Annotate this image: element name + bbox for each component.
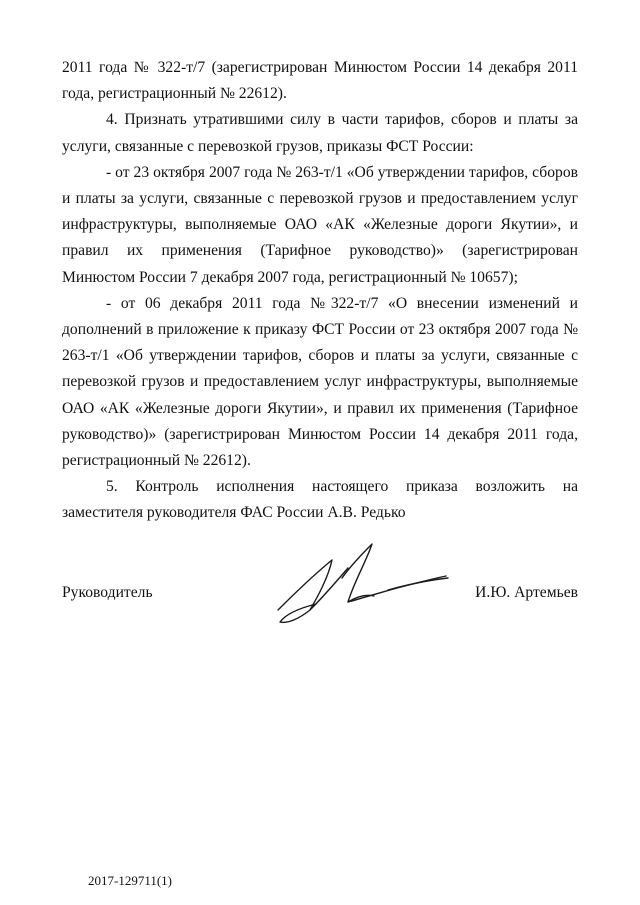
- paragraph-order-322: - от 06 декабря 2011 года №322-т/7 «О внесении изменений и дополнений в приложение к приказу ФСТ России от 23 октября 2007 года № 263-т/1 «Об утверждении тарифов, сборов и платы за услуги, связанные с перевозкой грузов и предоставлением услуг инфраструктуры, выполняемые ОАО «АК «Железные дороги Якутии», и правил их применения (Тарифное руководство)» (зарегистрирован Минюстом России 14 декабря 2011 года, регистрационный № 22612).: [62, 294, 578, 470]
- paragraph-item-4: 4. Признать утратившими силу в части тарифов, сборов и платы за услуги, связанные с перевозкой грузов, приказы ФСТ России:: [62, 111, 578, 155]
- paragraph-item-5: 5. Контроль исполнения настоящего приказа возложить на заместителя руководителя ФАС России А.В. Редько: [62, 478, 578, 522]
- signer-name: И.Ю. Артемьев: [475, 584, 578, 601]
- document-body: [62, 55, 578, 527]
- document-footer-code: 2017-129711(1): [88, 873, 173, 888]
- signer-title: Руководитель: [62, 584, 153, 601]
- paragraph-continuation: 2011 года № 322-т/7 (зарегистрирован Минюстом России 14 декабря 2011 года, регистрационный № 22612).: [62, 59, 578, 103]
- paragraph-order-263: - от 23 октября 2007 года № 263-т/1 «Об утверждении тарифов, сборов и платы за услуги, связанные с перевозкой грузов и предоставлением услуг инфраструктуры, выполняемые ОАО «АК «Железные дороги Якутии», и правил их применения (Тарифное руководство)» (зарегистрирован Минюстом России 7 декабря 2007 года, регистрационный № 10657);: [62, 163, 578, 286]
- handwritten-signature: [270, 538, 450, 638]
